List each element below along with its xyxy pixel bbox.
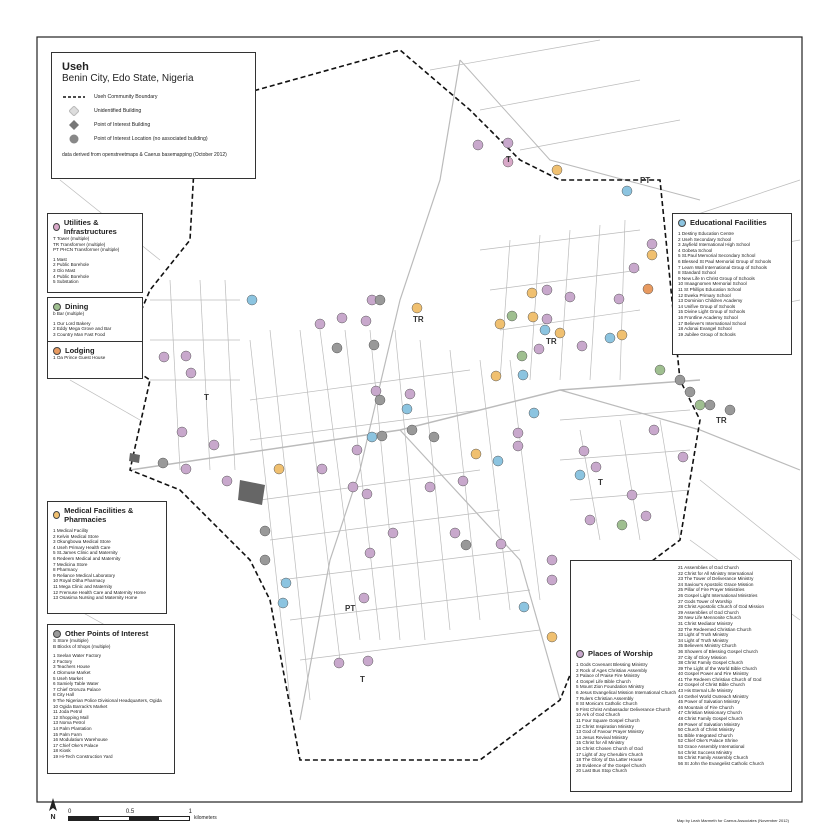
worship-item: 37 City of Glory Mission: [678, 654, 727, 660]
medical-item: 2 Kelvin Medical Store: [53, 533, 99, 539]
other-item: 15 Palm Farm: [53, 731, 82, 737]
other-item: 10 Ogida Barrack's Market: [53, 703, 108, 709]
dark-diamond-icon: [62, 120, 86, 130]
medical-item: 8 Pharmacy: [53, 567, 78, 573]
medical-panel: [47, 501, 167, 614]
worship-item: 13 God of Favour Prayer Ministry: [576, 729, 644, 735]
education-title: Educational Facilities: [690, 218, 767, 227]
utilities-panel: [47, 213, 143, 293]
worship-item: 55 Christ Family Assembly Church: [678, 755, 749, 761]
other-key: S Store (multiple): [53, 638, 89, 643]
worship-item: 8 St Monica's Catholic Church: [576, 701, 638, 707]
worship-item: 49 Power of Salvation Ministry: [678, 721, 740, 727]
dining-swatch: [53, 303, 61, 311]
worship-column-1: [576, 649, 676, 774]
medical-item: 7 Medicina Store: [53, 561, 88, 567]
worship-item: 34 Light of Truth Ministry: [678, 637, 729, 643]
worship-item: 56 St John the Evangelist Catholic Church: [678, 760, 765, 766]
education-item: 2 Useh Secondary School: [678, 236, 732, 242]
worship-item: 41 The Redeem Christian Church of God: [678, 676, 762, 682]
dining-item: 1 Our Lord Bakery: [53, 320, 91, 326]
map-credit: Map by Leah Marmeth for Caerus Associates (November 2012): [676, 818, 789, 823]
map-title: Useh: [62, 61, 89, 73]
legend-row-unidentified-building: Unidentified Building: [62, 104, 245, 118]
education-item: 3 Jayfield International High School: [678, 242, 751, 248]
other-swatch: [53, 630, 61, 638]
other-item: 13 Noma Petrol: [53, 720, 85, 726]
lodging-title: Lodging: [65, 346, 95, 356]
education-item: 13 Dominion Children Academy: [678, 298, 743, 304]
worship-item: 10 Ark of God Church: [576, 712, 621, 718]
medical-item: 12 Fremuse Health Care and Maternity Home: [53, 589, 146, 595]
utilities-key: TR Transformer (multiple): [53, 241, 106, 247]
other-title: Other Points of Interest: [65, 629, 149, 638]
svg-text:PT: PT: [640, 176, 651, 185]
utilities-item: 2 Public Borehole: [53, 262, 90, 268]
map-subtitle: Benin City, Edo State, Nigeria: [62, 73, 194, 84]
svg-text:T: T: [598, 478, 603, 487]
lodging-swatch: [53, 347, 61, 355]
svg-text:PT: PT: [345, 604, 356, 613]
medical-swatch: [53, 511, 60, 519]
worship-item: 5 Mount Zion Foundation Ministry: [576, 684, 645, 690]
worship-item: 42 Gospel of Christ Bible Church: [678, 682, 745, 688]
education-item: 4 Gobeta School: [678, 247, 713, 253]
education-item: 16 Frontline Academy School: [678, 314, 738, 320]
worship-item: 11 Four Square Gospel Church: [576, 717, 640, 723]
worship-item: 17 Light of Joy Cherubim Church: [576, 751, 644, 757]
other-item: 9 The Nigerian Police Divisional Headquarters, Ogida: [53, 697, 162, 703]
dining-item: 2 Eddy Mega Grove and Bar: [53, 326, 112, 332]
svg-text:TR: TR: [716, 416, 727, 425]
worship-item: 44 Gethel World Outreach Ministry: [678, 693, 749, 699]
worship-item: 22 Christ for All Ministry International: [678, 570, 753, 576]
worship-item: 26 Gospel Light International Ministries: [678, 592, 758, 598]
worship-item: 52 Chief Oke's Palace Shrine: [678, 738, 738, 744]
worship-item: 30 New Life Mennonite Church: [678, 615, 742, 621]
medical-item: 6 Redeem Medical and Maternity: [53, 555, 121, 561]
worship-item: 29 Assemblies of God Church: [678, 609, 739, 615]
utilities-title: Utilities & Infrastructures: [63, 218, 117, 236]
worship-item: 16 Christ Chosen Church of God: [576, 745, 643, 751]
svg-text:T: T: [360, 675, 365, 684]
education-item: 19 Jubilee Group of Schools: [678, 331, 736, 337]
worship-item: 19 Evidence of the Gospel Church: [576, 762, 646, 768]
medical-title: Medical Facilities & Pharmacies: [64, 506, 134, 524]
worship-column-2: [678, 565, 790, 766]
medical-item: 11 Mega Clinic and Maternity: [53, 583, 113, 589]
other-item: 14 Palm Plantation: [53, 725, 92, 731]
utilities-item: 5 Substation: [53, 279, 79, 285]
worship-item: 48 Christ Family Gospel Church: [678, 716, 744, 722]
other-item: 7 Chief Ororuza Palace: [53, 686, 101, 692]
legend-row-poi-building: Point of Interest Building: [62, 118, 245, 132]
medical-item: 3 Okungbowa Medical Store: [53, 539, 111, 545]
other-item: 1 Seelan Water Factory: [53, 653, 102, 659]
education-panel: [672, 213, 792, 355]
worship-item: 38 Christ Family Gospel Church: [678, 660, 744, 666]
worship-item: 6 Jesus Evangelical Mission International Church: [576, 689, 676, 695]
worship-item: 24 Saviour's Apostolic Grace Mission: [678, 581, 754, 587]
medical-item: 5 St.James Clinic and Maternity: [53, 550, 118, 556]
education-item: 8 Standard School: [678, 270, 716, 276]
data-source-note: data derived from openstreetmaps & Caerus basemapping (October 2012): [62, 152, 227, 158]
svg-text:T: T: [204, 393, 209, 402]
worship-item: 15 Christ for All Ministry: [576, 740, 625, 746]
medical-item: 10 Royal Ditha Pharmacy: [53, 578, 106, 584]
worship-item: 2 Rock of Ages Christian Assembly: [576, 667, 648, 673]
lodging-item: 1 Oa Prince Guest House: [53, 355, 106, 361]
worship-item: 53 Grace Assembly International: [678, 744, 745, 749]
other-item: 3 Teachers House: [53, 664, 90, 670]
worship-item: 25 Pillar of Fire Prayer Ministries: [678, 587, 745, 593]
worship-item: 54 Christ Success Ministry: [678, 749, 733, 755]
worship-item: 20 Last Bus Stop Church: [576, 768, 628, 774]
worship-item: 28 Christ Apostolic Church of God Mission: [678, 604, 765, 610]
other-poi-panel: [47, 624, 175, 774]
medical-item: 9 Reliance Medical Laboratory: [53, 572, 116, 578]
utilities-swatch: [53, 223, 60, 231]
scale-bar: [48, 798, 217, 821]
scale-unit: kilometers: [194, 815, 217, 821]
education-item: 7 Learn Wall International Group of Schools: [678, 264, 767, 270]
worship-item: 36 Showers of Blessing Gospel Church: [678, 648, 758, 654]
other-item: 11 Joda Petrol: [53, 709, 83, 715]
worship-item: 21 Assemblies of God Church: [678, 565, 739, 570]
utilities-key: PT PHCN Transformer (multiple): [53, 247, 120, 253]
worship-item: 33 Light of Truth Ministry: [678, 632, 729, 638]
other-item: 5 Useh Market: [53, 675, 83, 681]
worship-item: 12 Christ Inspiration Ministry: [576, 723, 634, 729]
dining-title: Dining: [65, 302, 89, 311]
legend-row-boundary: Useh Community Boundary: [62, 90, 245, 104]
grey-circle-icon: [62, 134, 86, 144]
worship-item: 1 Gods Covenant Blessing Ministry: [576, 662, 648, 667]
education-item: 15 Divine Light Group of Schools: [678, 309, 746, 315]
worship-item: 4 Gospel Life Bible Church: [576, 678, 631, 684]
other-item: 8 City Hall: [53, 692, 74, 698]
education-item: 18 Adonai Evangel School: [678, 326, 732, 332]
other-item: 16 Modulatium Warehouse: [53, 737, 108, 743]
education-item: 9 New Life In Christ Group of Schools: [678, 275, 755, 281]
medical-item: 4 Useh Primary Health Care: [53, 544, 111, 550]
education-item: 14 Unifive Group of Schools: [678, 303, 736, 309]
worship-item: 35 Believers Ministry Church: [678, 643, 737, 649]
worship-item: 7 Rulers Christian Assembly: [576, 695, 634, 701]
worship-item: 46 Mountain of Fire Church: [678, 704, 734, 710]
svg-text:TR: TR: [546, 337, 557, 346]
worship-item: 43 His Eternal Life Ministry: [678, 688, 733, 694]
worship-panel: [570, 560, 792, 792]
dining-item: 3 Country Man Fast Food: [53, 331, 106, 337]
worship-swatch: [576, 650, 584, 658]
other-item: 12 Shopping Mall: [53, 714, 89, 720]
dining-lodging-panel: [47, 297, 143, 379]
legend-row-poi-location: Point of Interest Location (no associated building): [62, 132, 245, 146]
utilities-key: T Tower (multiple): [53, 236, 90, 241]
worship-item: 18 The Glory of Da Latter House: [576, 757, 643, 763]
worship-item: 9 First Christ Ambassador Deliverance Church: [576, 706, 671, 712]
education-item: 11 St Phillips Education School: [678, 286, 742, 292]
other-item: 17 Chief Oke's Palace: [53, 742, 99, 748]
dashed-line-icon: [62, 95, 86, 99]
education-item: 10 Imaagnomen Memorial School: [678, 281, 747, 287]
north-arrow-icon: N: [48, 798, 58, 821]
worship-item: 40 Gospel Power and Fire Ministry: [678, 671, 749, 677]
utilities-item: 3 Glo Mast: [53, 267, 76, 273]
education-item: 5 St.Paul Memorial Secondary School: [678, 253, 756, 259]
worship-item: 14 Jesus Revival Ministry: [576, 734, 628, 740]
worship-item: 47 Christian Missionary Church: [678, 710, 742, 716]
other-item: 2 Factory: [53, 658, 73, 664]
worship-item: 27 Gods Tower of Worship: [678, 598, 732, 604]
other-key: B Blocks of Shops (multiple): [53, 643, 111, 649]
dining-key: b Bar (multiple): [53, 311, 85, 316]
worship-title: Places of Worship: [588, 649, 653, 658]
worship-item: 51 Bible Integrated Church: [678, 732, 733, 738]
svg-text:TR: TR: [413, 315, 424, 324]
utilities-item: 4 Public Borehole: [53, 273, 90, 279]
worship-item: 23 The Tower of Deliverance Ministry: [678, 576, 754, 582]
other-item: 19 Hi-Tech Construction Yard: [53, 753, 113, 759]
education-item: 12 Eweka Primary School: [678, 292, 731, 298]
utilities-item: 1 Mast: [53, 256, 67, 262]
worship-item: 32 The Redeemed Christian Church: [678, 626, 752, 632]
worship-item: 45 Power of Salvation Ministry: [678, 699, 740, 705]
svg-text:T: T: [506, 155, 511, 164]
education-item: 17 Believer's International School: [678, 320, 747, 326]
worship-item: 31 Christ Mediator Ministry: [678, 620, 733, 626]
medical-item: 13 Osasima Nursing and Maternity Home: [53, 595, 138, 601]
other-item: 4 Olomuse Market: [53, 669, 91, 675]
worship-item: 3 Palace of Praise Fire Ministry: [576, 673, 640, 679]
education-swatch: [678, 219, 686, 227]
medical-item: 1 Medical Facility: [53, 528, 89, 533]
scale-label-zero: 0: [68, 809, 72, 815]
legend-box: [51, 52, 256, 179]
scale-label-one: 1: [188, 809, 192, 815]
worship-item: 50 Church of Christ Ministry: [678, 727, 735, 733]
education-item: 1 Destiny Education Centre: [678, 231, 734, 236]
other-item: 6 Samiely Table Water: [53, 681, 99, 687]
worship-item: 39 The Light of the World Bible Church: [678, 665, 757, 671]
scale-label-half: 0.5: [125, 809, 135, 815]
education-item: 6 Blessed St Paul Memorial Group of Schools: [678, 258, 772, 264]
other-item: 18 Kiosk: [53, 748, 71, 754]
light-diamond-icon: [62, 106, 86, 116]
